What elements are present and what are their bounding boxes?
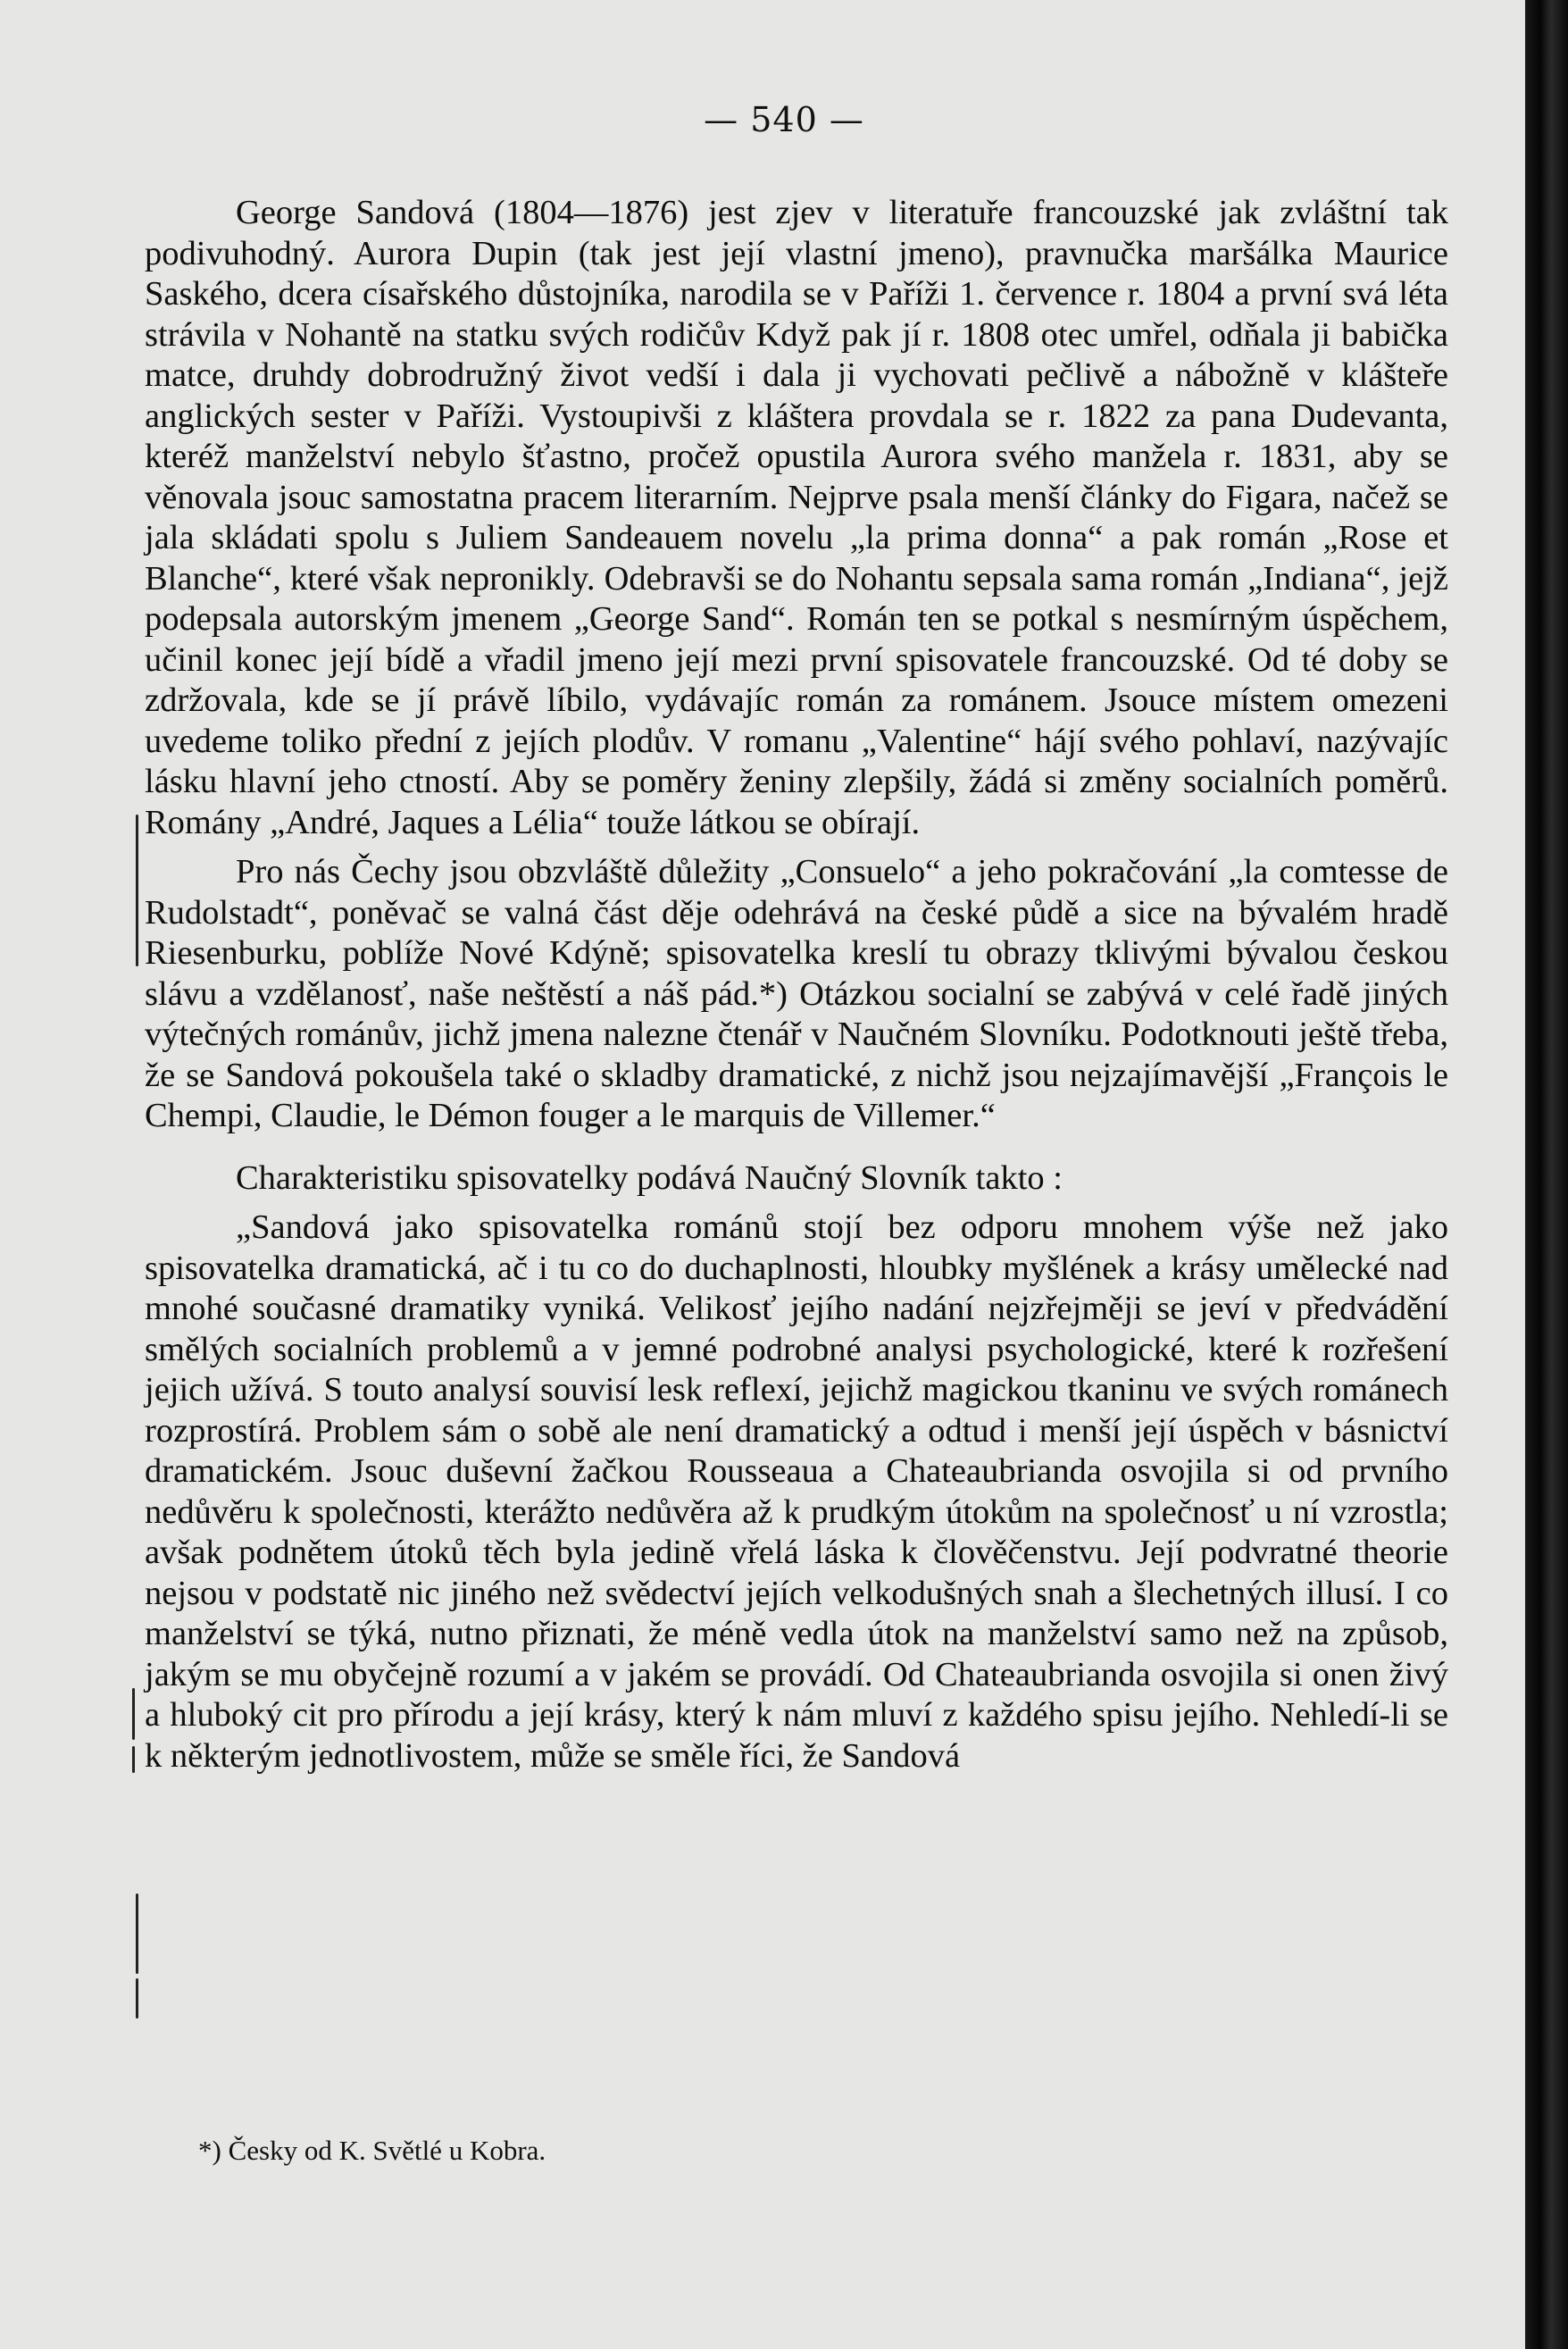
scan-edge (1525, 0, 1568, 2349)
margin-mark (132, 1688, 135, 1740)
paragraph-george-sand-biography: George Sandová (1804—1876) jest zjev v literatuře francouzské jak zvláštní tak podivuhodný. Aurora Dupin (tak jest její vlastní jmeno), pravnučka maršálka Maurice Saského, dcera císařského důstojníka, narodila se v Paříži 1. července r. 1804 a první svá léta strávila v Nohantě na statku svých rodičův Když pak jí r. 1808 otec umřel, odňala ji babička matce, druhdy dobrodružný život vedší i dala ji vychovati pečlivě a nábožně v klášteře anglických sester v Paříži. Vystoupivši z kláštera provdala se r. 1822 za pana Dudevanta, kteréž manželství nebylo šťastno, pročež opustila Aurora svého manžela r. 1831, aby se věnovala jsouc samostatna pracem literarním. Nejprve psala menší články do Figara, načež se jala skládati spolu s Juliem Sandeauem novelu „la prima donna“ a pak román „Rose et Blanche“, které však nepronikly. Odebravši se do Nohantu sepsala sama román „Indiana“, jejž podepsala autorským jmenem „George Sand“. Román ten se potkal s nesmírným úspěchem, učinil konec její bídě a vřadil jmeno její mezi první spisovatele francouzské. Od té doby se zdržovala, kde se jí právě líbilo, vydávajíc román za románem. Jsouce místem omezeni uvedeme toliko přední z jejích plodův. V romanu „Valentine“ hájí svého pohlaví, nazývajíc lásku hlavní jeho ctností. Aby se poměry ženiny zlepšily, žádá si změny socialních poměrů. Romány „André, Jaques a Lélia“ touže látkou se obírají. (145, 194, 1448, 841)
paragraph-characteristics-intro: Charakteristiku spisovatelky podává Naučný Slovník takto : (236, 1158, 1063, 1197)
paragraph-encyclopedia-quote: „Sandová jako spisovatelka románů stojí bez odporu mnohem výše než jako spisovatelka dramatická, ač i tu co do duchaplnosti, hloubky myšlének a krásy umělecké nad mnohé současné dramatiky vyniká. Velikosť jejího nadání nejzřejměji se jeví v předvádění smělých socialních problemů a v jemné podrobné analysi psychologické, které k rozřešení jejich užívá. S touto analysí souvisí lesk reflexí, jejichž magickou tkaninu ve svých románech rozprostírá. Problem sám o sobě ale není dramatický a odtud i menší její úspěch v básnictví dramatickém. Jsouc duševní žačkou Rousseaua a Chateaubrianda osvojila si od prvního nedůvěru k společnosti, kterážto nedůvěra až k prudkým útokům na společnosť u ní vzrostla; avšak podnětem útoků těch byla jedině vřelá láska k člověčenstvu. Její podvratné theorie nejsou v podstatě nic jiného než svědectví jejích velkodušných snah a šlechetných illusí. I co manželství se týká, nutno přiznati, že méně vedla útok na manželství samo než na způsob, jakým se mu obyčejně rozumí a v jakém se provádí. Od Chateaubrianda osvojila si onen živý a hluboký cit pro přírodu a její krásy, který k nám mluví z každého spisu jejího. Nehledí-li se k některým jednotlivostem, může se směle říci, že Sandová (145, 1208, 1448, 1775)
footnote: *) Česky od K. Světlé u Kobra. (198, 2135, 546, 2166)
margin-mark (132, 1746, 135, 1773)
margin-mark (136, 815, 138, 966)
page-number: — 540 — (704, 100, 864, 139)
margin-mark (136, 1978, 138, 2019)
paragraph-czech-connection: Pro nás Čechy jsou obzvláště důležity „Consuelo“ a jeho pokračování „la comtesse de Rudolstadt“, poněvač se valná část děje odehrává na české půdě a sice na bývalém hradě Riesenburku, poblíže Nové Kdýně; spisovatelka kreslí tu obrazy tklivými bývalou českou slávu a vzdělanosť, naše neštěstí a náš pád.*) Otázkou socialní se zabývá v celé řadě jiných výtečných románův, jichž jmena nalezne čtenář v Naučném Slovníku. Podotknouti ještě třeba, že se Sandová pokoušela také o skladby dramatické, z nichž jsou nejzajímavější „François le Chempi, Claudie, le Démon fouger a le marquis de Villemer.“ (145, 853, 1448, 1134)
body-text (145, 193, 1448, 1776)
margin-mark (136, 1893, 138, 1974)
